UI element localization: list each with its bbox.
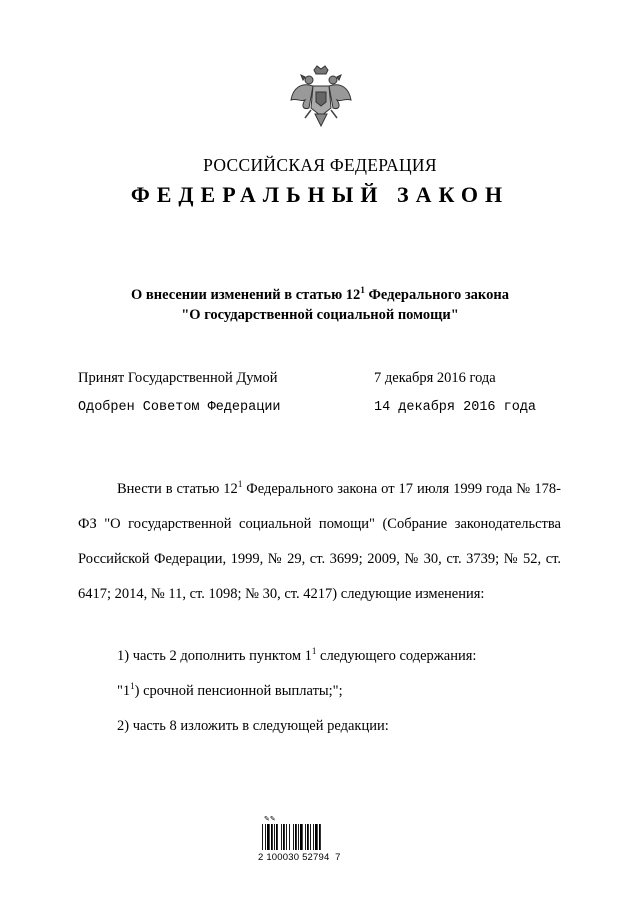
coat-of-arms-icon bbox=[287, 64, 355, 134]
adoption-duma-date: 7 декабря 2016 года bbox=[374, 370, 496, 386]
barcode-number: 2 100030 52794 7 bbox=[258, 852, 341, 863]
amendment-quote: "$1^1$) срочной пенсионной выплаты;"; bbox=[117, 681, 343, 699]
law-title-line1: О внесении изменений в статью $12^1$ Федерального закона bbox=[131, 285, 509, 303]
adoption-council-date: 14 декабря 2016 года bbox=[374, 400, 537, 415]
adoption-council-label: Одобрен Советом Федерации bbox=[78, 400, 281, 415]
country-name: РОССИЙСКАЯ ФЕДЕРАЦИЯ bbox=[203, 155, 437, 175]
barcode-icon bbox=[262, 824, 346, 850]
law-title-line2: "О государственной социальной помощи" bbox=[181, 307, 459, 323]
body-intro-paragraph: Внести в статью $12^1$ Федерального закона от 17 июля 1999 года № 178-ФЗ "О государственной социальной помощи" (Собрание законодательства Российской Федерации, 1999, № 29, ст. 3699; 2009, № 30, ст. 3739; № 52, ст. 6417; 2014, № 11, ст. 1098; № 30, ст. 4217) следующие изменения: bbox=[78, 479, 561, 602]
adoption-duma-label: Принят Государственной Думой bbox=[78, 370, 278, 386]
barcode-stamp-icon: ✎✎ bbox=[264, 815, 276, 823]
amendment-item-2: 2) часть 8 изложить в следующей редакции: bbox=[117, 718, 389, 734]
amendment-item-1: 1) часть 2 дополнить пунктом $1^1$ следующего содержания: bbox=[117, 646, 477, 664]
document-type: ФЕДЕРАЛЬНЫЙ ЗАКОН bbox=[130, 182, 510, 207]
law-title bbox=[0, 285, 640, 325]
